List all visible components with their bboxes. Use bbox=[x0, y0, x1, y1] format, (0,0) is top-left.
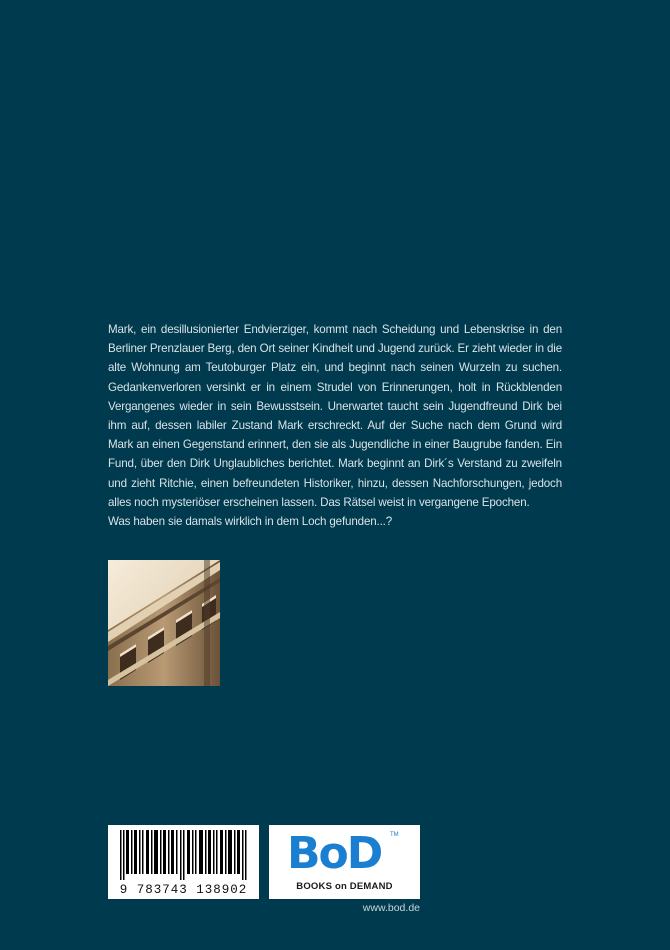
bod-tagline: BOOKS on DEMAND bbox=[296, 881, 393, 892]
bod-publisher-logo bbox=[269, 825, 420, 899]
back-cover-blurb bbox=[108, 320, 562, 531]
blurb-paragraph: Mark, ein desillusionierter Endvierziger, kommt nach Scheidung und Lebenskrise in den Berliner Prenzlauer Berg, den Ort seiner Kindheit und Jugend zurück. Er zieht wieder in die alte Wohnung am Teutoburger Platz ein, und beginnt nach seinen Wurzeln zu suchen. Gedankenverloren versinkt er in einem Strudel von Erinnerungen, holt in Rückblenden Vergangenes wieder in sein Bewusstsein. Unerwartet taucht sein Jugendfreund Dirk bei ihm auf, dessen labiler Zustand Mark erschreckt. Auf der Suche nach dem Grund wird Mark an einen Gegenstand erinnert, den sie als Jugendliche in einer Baugrube fanden. Ein Fund, über den Dirk Unglaubliches berichtet. Mark beginnt an Dirk´s Verstand zu zweifeln und zieht Ritchie, einen befreundeten Historiker, hinzu, dessen Nachforschungen, jedoch alles noch mysteriöser erscheinen lassen. Das Rätsel weist in vergangene Epochen. bbox=[108, 323, 562, 509]
isbn-number: 9 783743 138902 bbox=[119, 883, 248, 897]
barcode-bars bbox=[116, 830, 252, 880]
isbn-barcode bbox=[108, 825, 259, 899]
trademark-mark: TM bbox=[390, 832, 399, 838]
blurb-question: Was haben sie damals wirklich in dem Loch gefunden...? bbox=[108, 515, 393, 529]
building-facade-photo bbox=[108, 560, 220, 686]
publisher-url: www.bod.de bbox=[362, 902, 420, 914]
bod-logo-text: BoD bbox=[287, 828, 382, 879]
